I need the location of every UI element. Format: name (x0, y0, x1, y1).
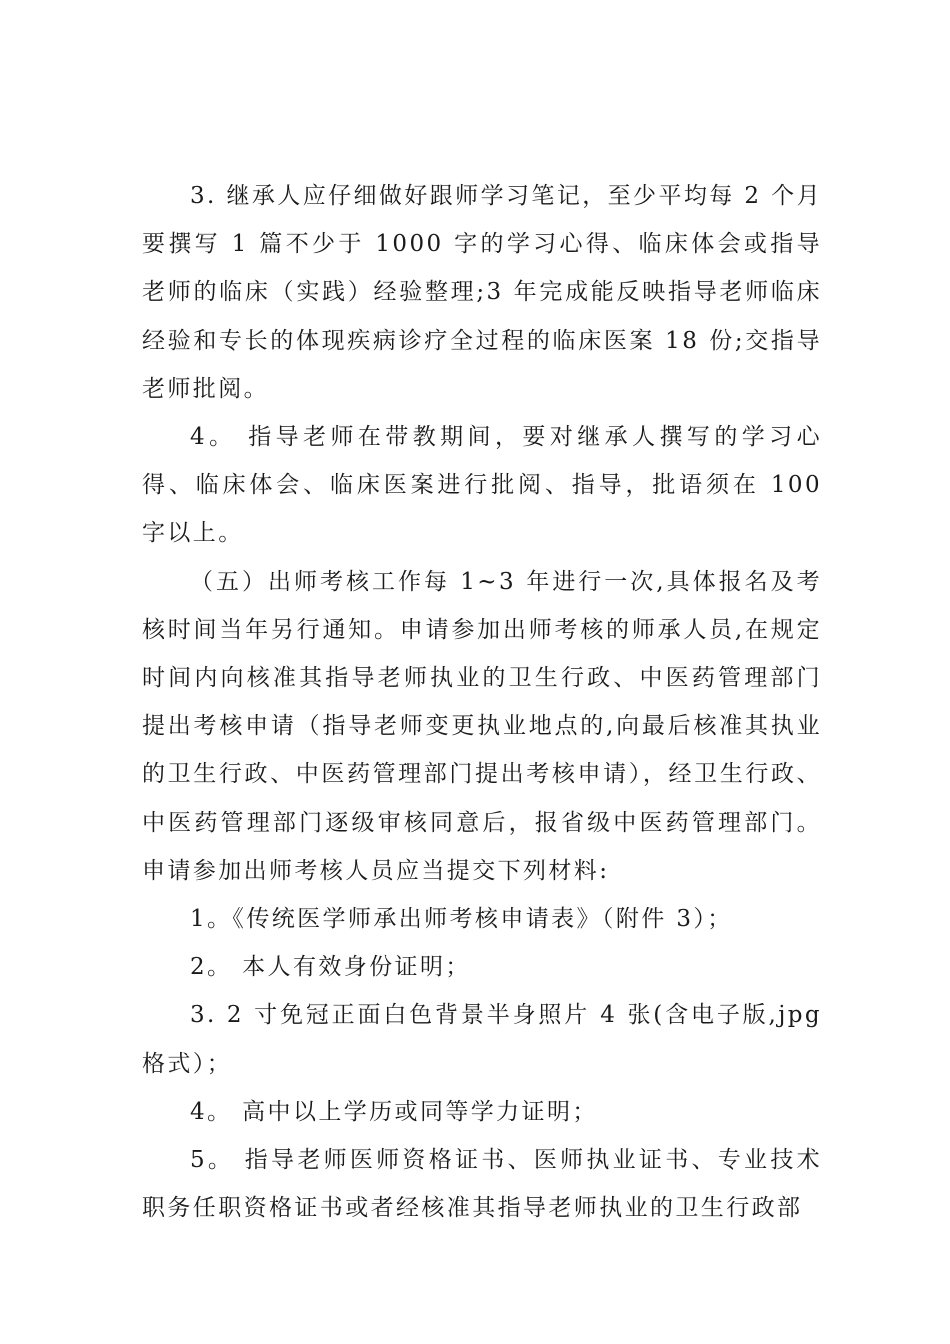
paragraph-teacher-review: 4。 指导老师在带教期间，要对继承人撰写的学习心得、临床体会、临床医案进行批阅、指导，批语须在 100 字以上。 (142, 424, 822, 547)
list-item-id-proof: 2。 本人有效身份证明； (190, 954, 471, 981)
paragraph-exam-application: （五）出师考核工作每 1~3 年进行一次,具体报名及考核时间当年另行通知。申请参加出师考核的师承人员,在规定时间内向核准其指导老师执业的卫生行政、中医药管理部门提出考核申请（指导老师变更执业地点的,向最后核准其执业的卫生行政、中医药管理部门提出考核申请），经卫生行政、中医药管理部门逐级审核同意后，报省级中医药管理部门。申请参加出师考核人员应当提交下列材料: (142, 568, 822, 884)
document-body (142, 172, 822, 1232)
list-item-application-form: 1。《传统医学师承出师考核申请表》（附件 3）； (190, 906, 733, 933)
paragraph-study-notes: 3. 继承人应仔细做好跟师学习笔记，至少平均每 2 个月要撰写 1 篇不少于 1000 字的学习心得、临床体会或指导老师的临床（实践）经验整理;3 年完成能反映指导老师临床经验和专长的体现疾病诊疗全过程的临床医案 18 份;交指导老师批阅。 (142, 183, 822, 402)
list-item-teacher-certificates: 5。 指导老师医师资格证书、医师执业证书、专业技术职务任职资格证书或者经核准其指导老师执业的卫生行政部 (142, 1147, 822, 1222)
list-item-education-proof: 4。 高中以上学历或同等学力证明； (190, 1098, 598, 1125)
list-item-photos: 3. 2 寸免冠正面白色背景半身照片 4 张(含电子版,jpg 格式）； (142, 1002, 822, 1077)
